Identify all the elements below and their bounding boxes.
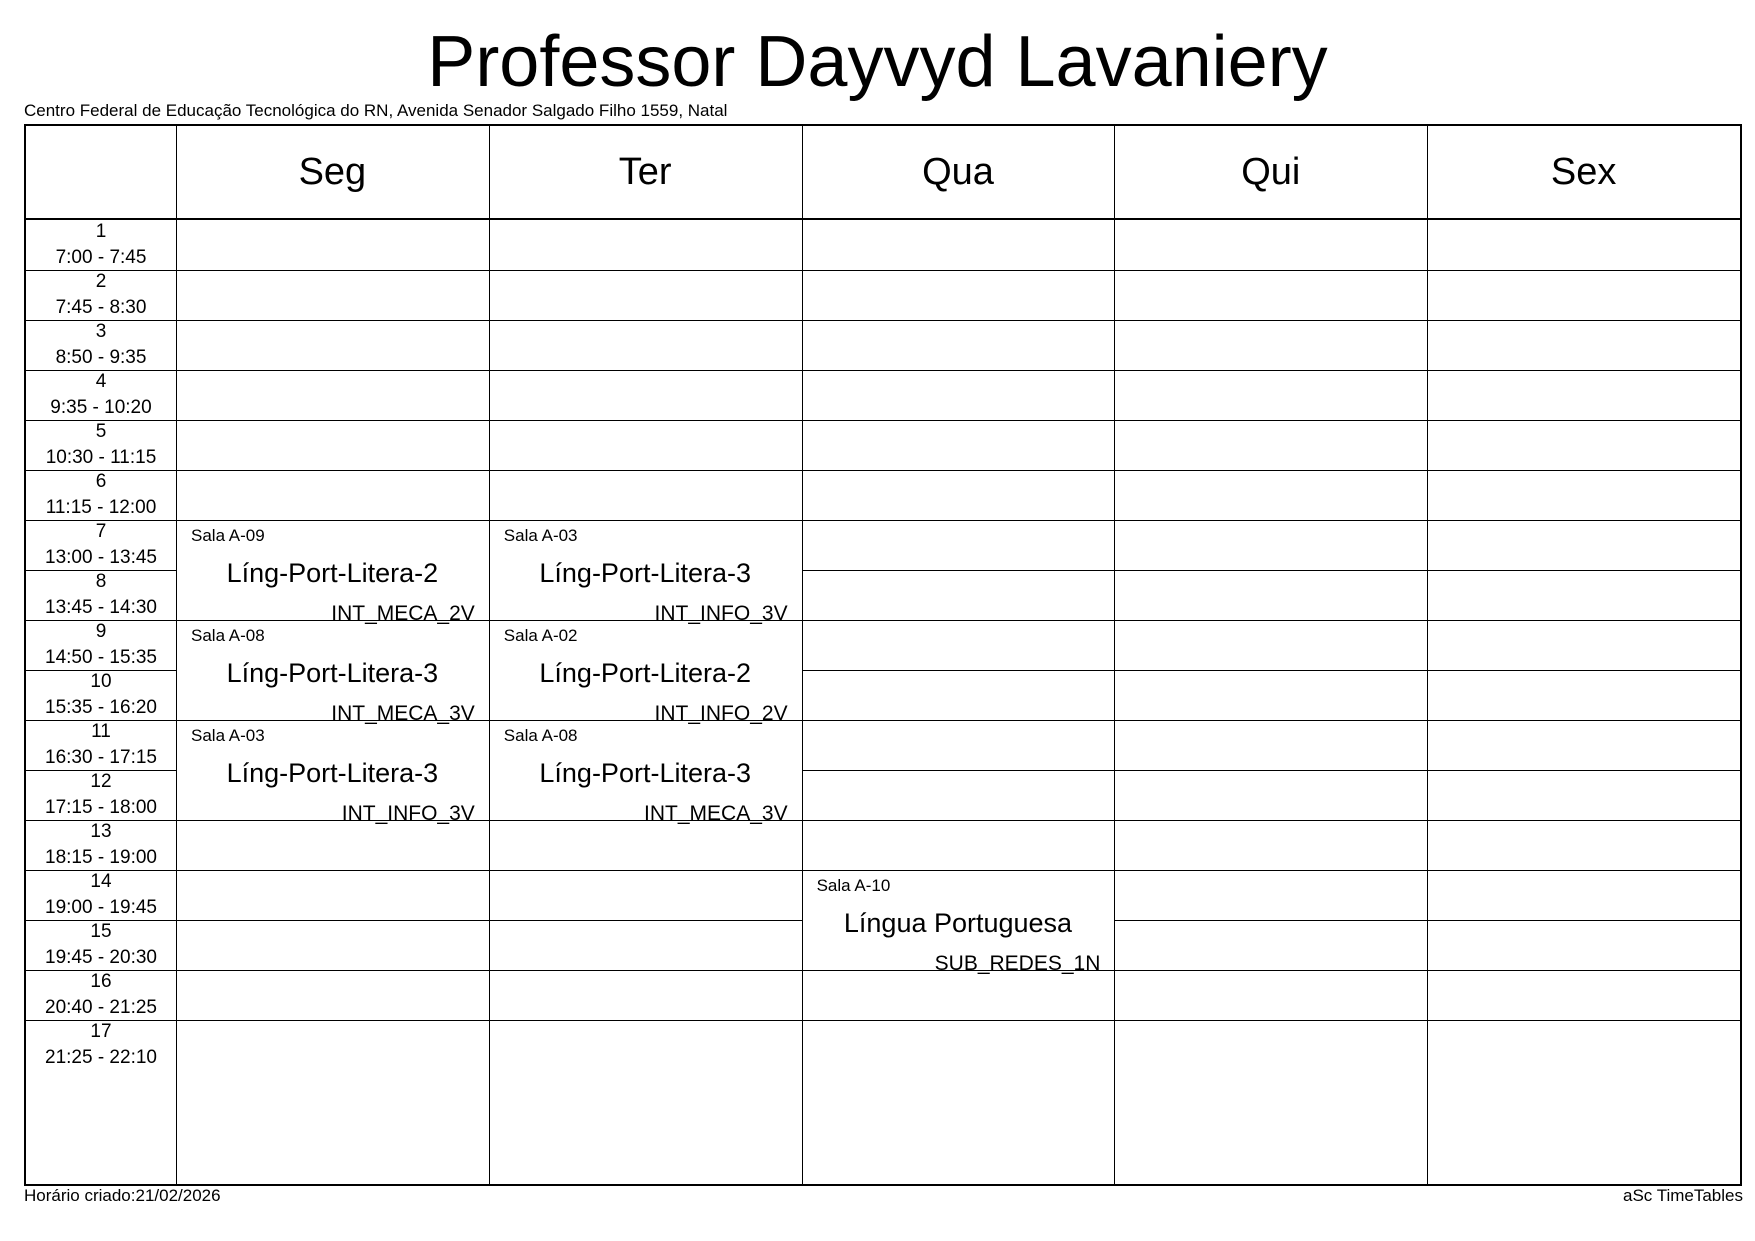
period-time: 7:45 - 8:30 bbox=[55, 297, 147, 318]
row-divider bbox=[1427, 670, 1740, 671]
day-header: Qua bbox=[922, 150, 994, 193]
period-number: 15 bbox=[90, 921, 112, 942]
lesson-class: INT_MECA_2V bbox=[331, 602, 475, 625]
lesson-card[interactable] bbox=[489, 520, 802, 625]
period-number: 2 bbox=[95, 271, 107, 292]
row-divider bbox=[1114, 670, 1427, 671]
period-time: 17:15 - 18:00 bbox=[45, 797, 157, 818]
row-divider bbox=[802, 570, 1115, 571]
period-time: 8:50 - 9:35 bbox=[55, 347, 147, 368]
row-divider bbox=[1114, 820, 1427, 821]
period-label bbox=[26, 619, 176, 671]
row-divider bbox=[1427, 970, 1740, 971]
column-divider bbox=[1427, 126, 1428, 1184]
period-time: 19:00 - 19:45 bbox=[45, 897, 157, 918]
period-label bbox=[26, 969, 176, 1021]
row-divider bbox=[489, 370, 802, 371]
row-divider bbox=[1427, 870, 1740, 871]
period-number: 11 bbox=[91, 721, 111, 742]
day-header: Sex bbox=[1550, 150, 1617, 193]
period-label bbox=[26, 369, 176, 421]
period-number: 16 bbox=[90, 971, 112, 992]
day-header: Qui bbox=[1241, 150, 1301, 193]
row-divider bbox=[1114, 770, 1427, 771]
period-label bbox=[26, 219, 176, 271]
row-divider bbox=[1114, 420, 1427, 421]
row-divider bbox=[802, 820, 1115, 821]
row-divider bbox=[489, 470, 802, 471]
row-divider bbox=[1114, 270, 1427, 271]
row-divider bbox=[1114, 470, 1427, 471]
lesson-room: Sala A-03 bbox=[503, 526, 578, 545]
period-time: 13:45 - 14:30 bbox=[45, 597, 157, 618]
row-divider bbox=[1427, 370, 1740, 371]
row-divider bbox=[1114, 520, 1427, 521]
row-divider bbox=[176, 1020, 489, 1021]
lesson-class: INT_INFO_3V bbox=[654, 602, 788, 625]
row-divider bbox=[176, 370, 489, 371]
row-divider bbox=[802, 270, 1115, 271]
lesson-card[interactable] bbox=[802, 870, 1115, 975]
period-time: 14:50 - 15:35 bbox=[45, 647, 157, 668]
row-divider bbox=[489, 320, 802, 321]
lesson-class: SUB_REDES_1N bbox=[934, 952, 1101, 975]
row-divider bbox=[1427, 920, 1740, 921]
period-label bbox=[26, 269, 176, 321]
lesson-card[interactable] bbox=[176, 520, 489, 625]
timetable-grid bbox=[24, 124, 1742, 1186]
period-number: 12 bbox=[90, 771, 112, 792]
period-time: 16:30 - 17:15 bbox=[45, 747, 157, 768]
row-divider bbox=[489, 870, 802, 871]
lesson-class: INT_MECA_3V bbox=[644, 802, 788, 825]
row-divider bbox=[1114, 370, 1427, 371]
lesson-room: Sala A-08 bbox=[191, 626, 265, 645]
row-divider bbox=[1114, 870, 1427, 871]
lesson-card[interactable] bbox=[489, 720, 802, 825]
period-time: 21:25 - 22:10 bbox=[45, 1047, 157, 1068]
row-divider bbox=[1114, 970, 1427, 971]
period-time: 10:30 - 11:15 bbox=[45, 447, 157, 468]
period-time: 9:35 - 10:20 bbox=[50, 397, 152, 418]
row-divider bbox=[802, 670, 1115, 671]
period-label bbox=[26, 469, 176, 521]
row-divider bbox=[1427, 820, 1740, 821]
period-label bbox=[26, 319, 176, 371]
period-time: 13:00 - 13:45 bbox=[45, 547, 157, 568]
row-divider bbox=[802, 320, 1115, 321]
row-divider bbox=[1427, 270, 1740, 271]
page-title: Professor Dayvyd Lavaniery bbox=[427, 22, 1328, 102]
lesson-subject: Líng-Port-Litera-3 bbox=[539, 558, 751, 588]
period-number: 6 bbox=[95, 471, 107, 492]
lesson-room: Sala A-09 bbox=[191, 526, 265, 545]
period-label bbox=[26, 519, 176, 571]
period-label bbox=[26, 869, 176, 921]
period-label bbox=[26, 919, 176, 971]
period-number: 5 bbox=[95, 421, 107, 442]
lesson-room: Sala A-03 bbox=[191, 726, 265, 745]
row-divider bbox=[176, 970, 489, 971]
row-divider bbox=[1114, 620, 1427, 621]
period-time: 11:15 - 12:00 bbox=[45, 497, 157, 518]
created-date: Horário criado:21/02/2026 bbox=[24, 1186, 221, 1205]
row-divider bbox=[1114, 570, 1427, 571]
row-divider bbox=[1427, 420, 1740, 421]
row-divider bbox=[489, 920, 802, 921]
day-header: Seg bbox=[298, 150, 367, 193]
column-divider bbox=[1114, 126, 1115, 1184]
lesson-subject: Líng-Port-Litera-3 bbox=[226, 758, 439, 788]
lesson-card[interactable] bbox=[489, 620, 802, 725]
period-time: 20:40 - 21:25 bbox=[45, 997, 157, 1018]
lesson-class: INT_INFO_3V bbox=[341, 802, 475, 825]
period-number: 13 bbox=[90, 821, 112, 842]
period-number: 17 bbox=[90, 1021, 112, 1042]
row-divider bbox=[1427, 770, 1740, 771]
period-number: 7 bbox=[95, 521, 107, 542]
row-divider bbox=[1114, 920, 1427, 921]
period-number: 1 bbox=[95, 221, 107, 242]
period-label bbox=[26, 1019, 176, 1071]
row-divider bbox=[802, 470, 1115, 471]
period-label bbox=[26, 719, 176, 771]
period-number: 8 bbox=[95, 571, 107, 592]
lesson-subject: Líng-Port-Litera-2 bbox=[539, 658, 751, 688]
row-divider bbox=[176, 320, 489, 321]
lesson-subject: Líng-Port-Litera-3 bbox=[226, 658, 439, 688]
row-divider bbox=[1427, 470, 1740, 471]
lesson-room: Sala A-08 bbox=[503, 726, 578, 745]
period-number: 4 bbox=[95, 371, 107, 392]
lesson-subject: Líng-Port-Litera-2 bbox=[226, 558, 439, 588]
row-divider bbox=[802, 620, 1115, 621]
row-divider bbox=[176, 270, 489, 271]
period-number: 10 bbox=[90, 671, 112, 692]
row-divider bbox=[176, 420, 489, 421]
row-divider bbox=[1427, 720, 1740, 721]
lesson-room: Sala A-02 bbox=[503, 626, 578, 645]
row-divider bbox=[489, 970, 802, 971]
period-time: 7:00 - 7:45 bbox=[55, 247, 147, 268]
row-divider bbox=[802, 770, 1115, 771]
row-divider bbox=[1114, 1020, 1427, 1021]
row-divider bbox=[802, 720, 1115, 721]
row-divider bbox=[1427, 570, 1740, 571]
row-divider bbox=[1427, 520, 1740, 521]
lesson-subject: Língua Portuguesa bbox=[843, 908, 1073, 938]
period-number: 14 bbox=[90, 871, 112, 892]
period-label bbox=[26, 419, 176, 471]
period-label bbox=[26, 569, 176, 621]
lesson-class: INT_INFO_2V bbox=[654, 702, 788, 725]
period-time: 15:35 - 16:20 bbox=[45, 697, 157, 718]
row-divider bbox=[802, 520, 1115, 521]
row-divider bbox=[1427, 620, 1740, 621]
period-time: 18:15 - 19:00 bbox=[45, 847, 157, 868]
row-divider bbox=[176, 470, 489, 471]
period-label bbox=[26, 769, 176, 821]
row-divider bbox=[176, 870, 489, 871]
lesson-card[interactable] bbox=[176, 620, 489, 725]
period-number: 3 bbox=[95, 321, 107, 342]
period-time: 19:45 - 20:30 bbox=[45, 947, 157, 968]
lesson-room: Sala A-10 bbox=[816, 876, 891, 895]
row-divider bbox=[489, 270, 802, 271]
lesson-subject: Líng-Port-Litera-3 bbox=[539, 758, 751, 788]
school-address: Centro Federal de Educação Tecnológica do RN, Avenida Senador Salgado Filho 1559, Natal bbox=[24, 101, 728, 120]
lesson-card[interactable] bbox=[176, 720, 489, 825]
period-label bbox=[26, 819, 176, 871]
period-number: 9 bbox=[95, 621, 107, 642]
row-divider bbox=[1427, 320, 1740, 321]
column-divider bbox=[802, 126, 803, 1184]
day-header: Ter bbox=[618, 150, 672, 193]
row-divider bbox=[802, 420, 1115, 421]
row-divider bbox=[489, 420, 802, 421]
row-divider bbox=[176, 920, 489, 921]
lesson-class: INT_MECA_3V bbox=[331, 702, 475, 725]
row-divider bbox=[802, 1020, 1115, 1021]
row-divider bbox=[802, 370, 1115, 371]
row-divider bbox=[1114, 720, 1427, 721]
row-divider bbox=[1114, 320, 1427, 321]
header-divider bbox=[26, 218, 1740, 220]
software-credit: aSc TimeTables bbox=[1623, 1186, 1743, 1205]
row-divider bbox=[1427, 1020, 1740, 1021]
period-label bbox=[26, 669, 176, 721]
row-divider bbox=[489, 1020, 802, 1021]
